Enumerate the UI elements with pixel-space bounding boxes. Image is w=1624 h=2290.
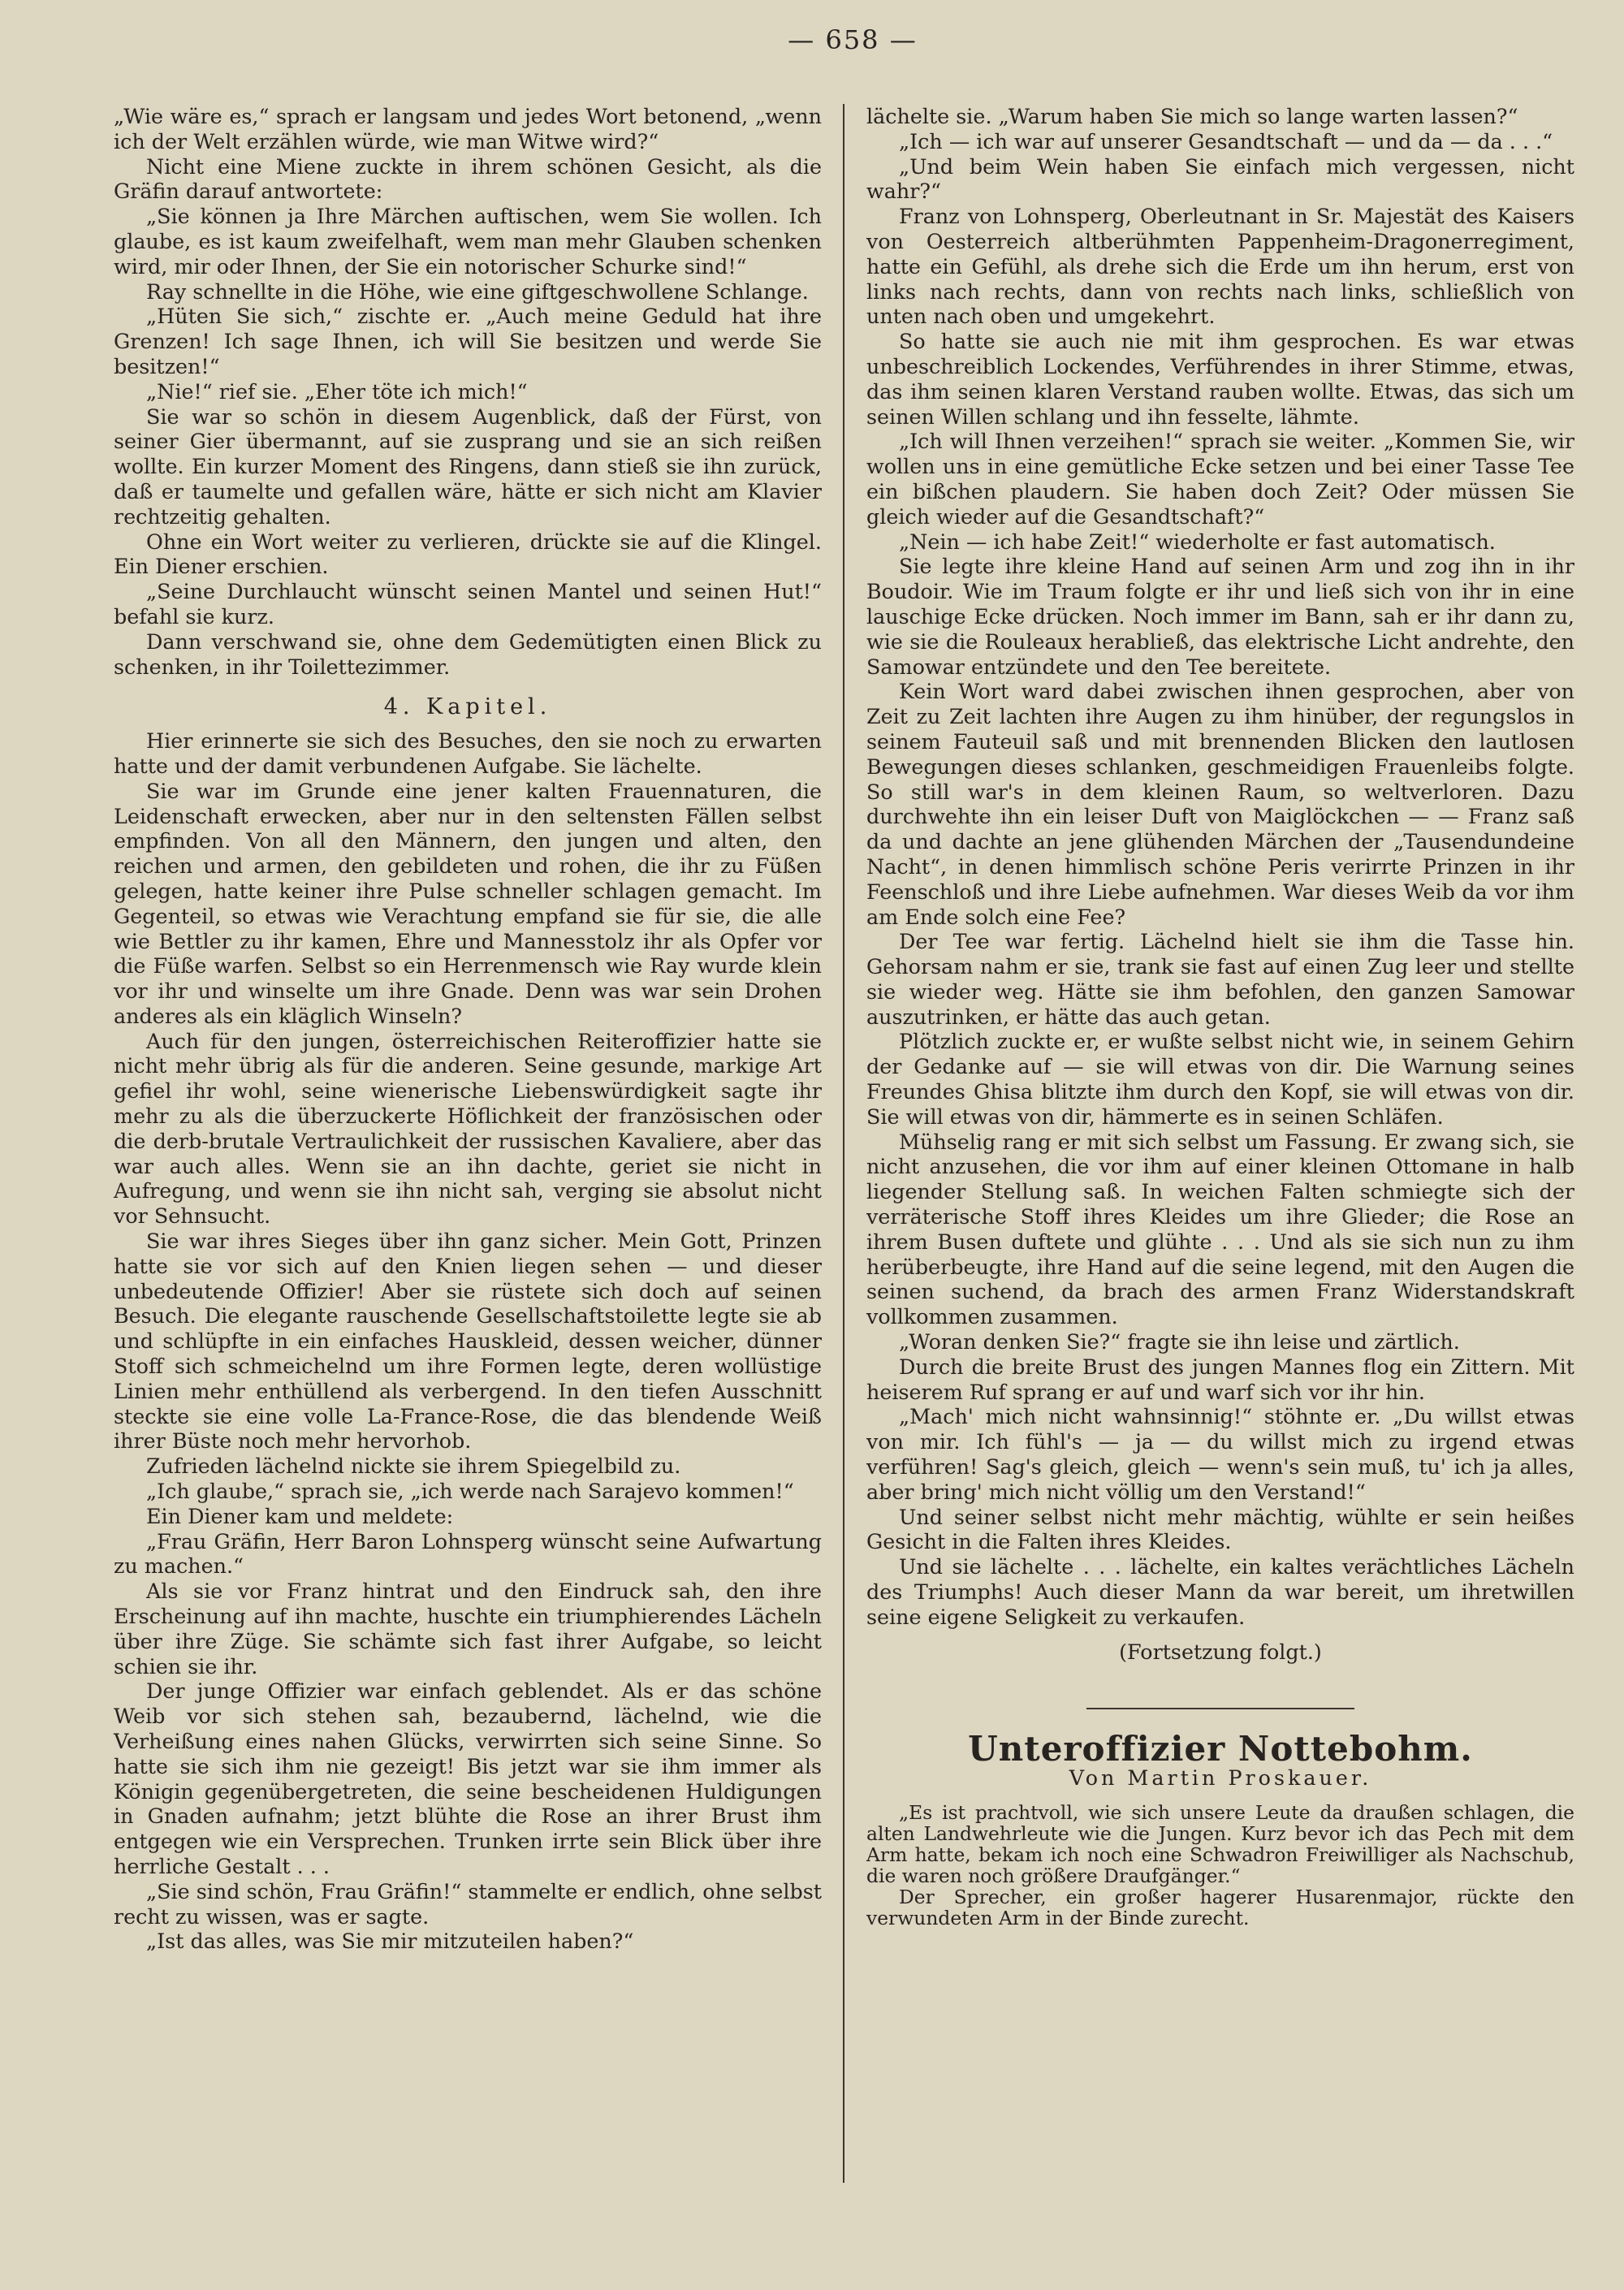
paragraph: Und sie lächelte . . . lächelte, ein kaltes verächtliches Lächeln des Triumphs! Auch dieser Mann da war bereit, um ihretwillen seine eigene Seligkeit zu verkaufen. — [866, 1554, 1574, 1629]
paragraph: So hatte sie auch nie mit ihm gesprochen. Es war etwas unbeschreiblich Lockendes, Verführendes in ihrer Stimme, etwas, das ihm seinen klaren Verstand rauben wollte. Etwas, das sich um seinen Willen schlang und ihn fesselte, lähmte. — [866, 329, 1574, 429]
story-title: Unteroffizier Nottebohm. — [968, 1729, 1473, 1769]
section-divider — [1086, 1708, 1354, 1709]
paragraph: Sie war ihres Sieges über ihn ganz sicher. Mein Gott, Prinzen hatte sie vor sich auf den Knien liegen sehen — und dieser unbedeutende Offizier! Aber sie rüstete sich doch auf seinen Besuch. Die elegante rauschende Gesellschaftstoilette legte sie ab und schlüpfte in ein einfaches Hauskleid, dessen weicher, dünner Stoff sich schmeichelnd um ihre Formen legte, deren wollüstige Linien mehr enthüllend als verbergend. In den tiefen Ausschnitt steckte sie eine volle La-France-Rose, die das blendende Weiß ihrer Büste noch mehr hervorhob. — [114, 1229, 822, 1454]
paragraph: Hier erinnerte sie sich des Besuches, den sie noch zu erwarten hatte und der damit verbundenen Aufgabe. Sie lächelte. — [114, 728, 822, 778]
story-section — [866, 1729, 1574, 1929]
paragraph: Ohne ein Wort weiter zu verlieren, drückte sie auf die Klingel. Ein Diener erschien. — [114, 529, 822, 579]
paragraph: „Woran denken Sie?“ fragte sie ihn leise und zärtlich. — [899, 1329, 1460, 1355]
paragraph: Auch für den jungen, österreichischen Reiteroffizier hatte sie nicht mehr übrig als für die anderen. Seine gesunde, markige Art gefiel ihr wohl, seine wienerische Liebenswürdigkeit sagte ihr mehr zu als die überzuckerte Höflichkeit der französischen oder die derb-brutale Vertraulichkeit der russischen Kavaliere, aber das war auch alles. Wenn sie an ihn dachte, geriet sie nicht in Aufregung, und wenn sie ihn nicht sah, verging sie absolut nicht vor Sehnsucht. — [114, 1028, 822, 1229]
paragraph: „Es ist prachtvoll, wie sich unsere Leute da draußen schlagen, die alten Landwehrleute wie die Jungen. Kurz bevor ich das Pech mit dem Arm hatte, bekam ich noch eine Schwadron Freiwilliger als Nachschub, die waren noch größere Draufgänger.“ — [866, 1801, 1574, 1887]
paragraph: „Ich — ich war auf unserer Gesandtschaft — und da — da . . .“ — [899, 128, 1553, 153]
paragraph: „Mach' mich nicht wahnsinnig!“ stöhnte er. „Du willst etwas von mir. Ich fühl's — ja — du willst mich zu irgend etwas verführen! Sag's gleich, gleich — wenn's sein muß, tu' ich ja alles, aber bring' mich nicht völlig um den Verstand!“ — [866, 1404, 1574, 1504]
paragraph: Ein Diener kam und meldete: — [146, 1503, 454, 1528]
left-column — [114, 104, 822, 2271]
paragraph: „Nein — ich habe Zeit!“ wiederholte er fast automatisch. — [899, 529, 1496, 554]
paragraph: Franz von Lohnsperg, Oberleutnant in Sr. Majestät des Kaisers von Oesterreich altberühmten Pappenheim-Dragonerregiment, hatte ein Gefühl, als drehe sich die Erde um ihn herum, erst von links nach rechts, dann von rechts nach links, schließlich von unten nach oben und umgekehrt. — [866, 204, 1574, 329]
paragraph: Der junge Offizier war einfach geblendet. Als er das schöne Weib vor sich stehen sah, bezaubernd, lächelnd, wie die Verheißung eines nahen Glücks, verwirrten sich seine Sinne. So hatte sie sich ihm nie gezeigt! Bis jetzt war sie ihm immer als Königin gegenübergetreten, die seine bescheidenen Huldigungen in Gnaden aufnahm; jetzt blühte die Rose an ihrer Brust ihm entgegen wie ein Versprechen. Trunken irrte sein Blick über ihre herrliche Gestalt . . . — [114, 1679, 822, 1878]
paragraph: Mühselig rang er mit sich selbst um Fassung. Er zwang sich, sie nicht anzusehen, die vor ihm auf einer kleinen Ottomane in halb liegender Stellung saß. In weichen Falten schmiegte sich der verräterische Stoff ihres Kleides um ihre Glieder; die Rose an ihrem Busen duftete und glühte . . . Und als sie sich nun zu ihm herüberbeugte, ihre Hand auf die seine legend, mit den Augen die seinen suchend, da brach des armen Franz Widerstandskraft vollkommen zusammen. — [866, 1129, 1574, 1329]
paragraph: „Nie!“ rief sie. „Eher töte ich mich!“ — [146, 378, 528, 404]
paragraph: Plötzlich zuckte er, er wußte selbst nicht wie, in seinem Gehirn der Gedanke auf — sie will etwas von dir. Die Warnung seines Freundes Ghisa blitzte ihm durch den Kopf, sie will etwas von dir. Sie will etwas von dir, hämmerte es in seinen Schläfen. — [866, 1029, 1574, 1129]
paragraph: Durch die breite Brust des jungen Mannes flog ein Zittern. Mit heiserem Ruf sprang er auf und warf sich vor ihr hin. — [866, 1354, 1574, 1404]
paragraph: „Wie wäre es,“ sprach er langsam und jedes Wort betonend, „wenn ich der Welt erzählen würde, wie man Witwe wird?“ — [114, 104, 822, 153]
paragraph: Kein Wort ward dabei zwischen ihnen gesprochen, aber von Zeit zu Zeit lachten ihre Augen zu ihm hinüber, der regungslos in seinem Fauteuil saß und mit brennenden Blicken den lautlosen Bewegungen dieses schlanken, geschmeidigen Frauenleibs folgte. So still war's in dem kleinen Raum, so weltverloren. Dazu durchwehte ihn ein leiser Duft von Maiglöckchen — — Franz saß da und dachte an jene glühenden Märchen der „Tausendundeine Nacht“, in denen himmlisch schöne Peris verirrte Prinzen in ihr Feenschloß und ihre Liebe aufnehmen. War dieses Weib da vor ihm am Ende solch eine Fee? — [866, 679, 1574, 929]
paragraph: lächelte sie. „Warum haben Sie mich so lange warten lassen?“ — [866, 104, 1518, 128]
right-column — [866, 104, 1574, 2271]
paragraph: Sie war im Grunde eine jener kalten Frauennaturen, die Leidenschaft erwecken, aber nur in den seltensten Fällen selbst empfinden. Von all den Männern, den jungen und alten, den reichen und armen, den gebildeten und rohen, die ihr zu Füßen gelegen, hatte keiner ihre Pulse schneller schlagen gemacht. Im Gegenteil, so etwas wie Verachtung empfand sie für sie, die alle wie Bettler zu ihr kamen, Ehre und Mannesstolz ihr als Opfer vor die Füße warfen. Selbst so ein Herrenmensch wie Ray wurde klein vor ihr und winselte um ihre Gnade. Denn was war sein Drohen anderes als ein kläglich Winseln? — [114, 778, 822, 1028]
paragraph: „Seine Durchlaucht wünscht seinen Mantel und seinen Hut!“ befahl sie kurz. — [114, 579, 822, 629]
paragraph: Der Sprecher, ein großer hagerer Husarenmajor, rückte den verwundeten Arm in der Binde zurecht. — [866, 1886, 1574, 1929]
paragraph: Und seiner selbst nicht mehr mächtig, wühlte er sein heißes Gesicht in die Falten ihres Kleides. — [866, 1504, 1574, 1554]
paragraph: „Frau Gräfin, Herr Baron Lohnsperg wünscht seine Aufwartung zu machen.“ — [114, 1528, 822, 1579]
paragraph: „Ich will Ihnen verzeihen!“ sprach sie weiter. „Kommen Sie, wir wollen uns in eine gemütliche Ecke setzen und bei einer Tasse Tee ein bißchen plaudern. Sie haben doch Zeit? Oder müssen Sie gleich wieder auf die Gesandtschaft?“ — [866, 429, 1574, 529]
paragraph: „Sie können ja Ihre Märchen auftischen, wem Sie wollen. Ich glaube, es ist kaum zweifelhaft, wem man mehr Glauben schenken wird, mir oder Ihnen, der Sie ein notorischer Schurke sind!“ — [114, 204, 822, 279]
paragraph: Als sie vor Franz hintrat und den Eindruck sah, den ihre Erscheinung auf ihn machte, huschte ein triumphierendes Lächeln über ihre Züge. Sie schämte sich fast ihrer Aufgabe, so leicht schien sie ihr. — [114, 1579, 822, 1679]
paragraph: Sie war so schön in diesem Augenblick, daß der Fürst, von seiner Gier übermannt, auf sie zusprang und sie an sich reißen wollte. Ein kurzer Moment des Ringens, dann stieß sie ihn zurück, daß er taumelte und gefallen wäre, hätte er sich nicht am Klavier rechtzeitig gehalten. — [114, 404, 822, 529]
paragraph: Der Tee war fertig. Lächelnd hielt sie ihm die Tasse hin. Gehorsam nahm er sie, trank sie fast auf einen Zug leer und stellte sie wieder weg. Hätte sie ihm befohlen, den ganzen Samowar auszutrinken, er hätte das auch getan. — [866, 929, 1574, 1029]
paragraph: Ray schnellte in die Höhe, wie eine giftgeschwollene Schlange. — [146, 279, 809, 304]
page-number: — 658 — — [788, 24, 918, 55]
paragraph: „Und beim Wein haben Sie einfach mich vergessen, nicht wahr?“ — [866, 153, 1574, 204]
paragraph: „Hüten Sie sich,“ zischte er. „Auch meine Geduld hat ihre Grenzen! Ich sage Ihnen, ich will Sie besitzen und werde Sie besitzen!“ — [114, 304, 822, 378]
paragraph: Zufrieden lächelnd nickte sie ihrem Spiegelbild zu. — [146, 1454, 681, 1479]
column-divider — [843, 104, 844, 2183]
paragraph: Dann verschwand sie, ohne dem Gedemütigten einen Blick zu schenken, in ihr Toilettezimmer. — [114, 629, 822, 679]
paragraph: „Sie sind schön, Frau Gräfin!“ stammelte er endlich, ohne selbst recht zu wissen, was er sagte. — [114, 1878, 822, 1929]
story-author: Von Martin Proskauer. — [1069, 1765, 1372, 1791]
continuation-note: (Fortsetzung folgt.) — [1119, 1639, 1322, 1664]
paragraph: Nicht eine Miene zuckte in ihrem schönen Gesicht, als die Gräfin darauf antwortete: — [114, 153, 822, 204]
paragraph: „Ist das alles, was Sie mir mitzuteilen haben?“ — [146, 1929, 634, 1954]
chapter-heading: 4. Kapitel. — [383, 694, 552, 720]
paragraph: Sie legte ihre kleine Hand auf seinen Arm und zog ihn in ihr Boudoir. Wie im Traum folgte er ihr und ließ sich von ihr in eine lauschige Ecke drücken. Noch immer im Bann, sah er ihr dann zu, wie sie die Rouleaux herabließ, das elektrische Licht andrehte, den Samowar entzündete und den Tee bereitete. — [866, 554, 1574, 679]
paragraph: „Ich glaube,“ sprach sie, „ich werde nach Sarajevo kommen!“ — [146, 1479, 794, 1504]
